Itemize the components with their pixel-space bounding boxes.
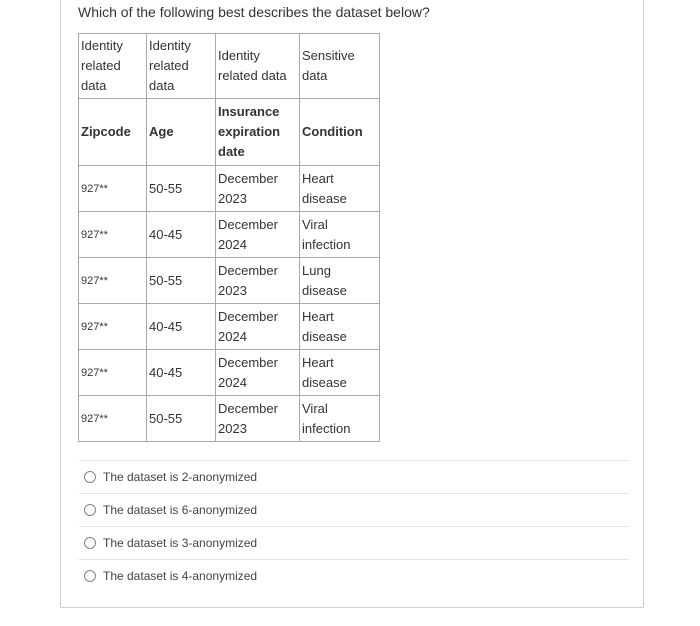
radio-button[interactable] [84, 537, 96, 549]
question-text: Which of the following best describes the dataset below? [78, 4, 430, 20]
table-cell: December 2024 [216, 212, 300, 258]
table-cell: Lung disease [300, 258, 380, 304]
answer-options [79, 460, 629, 592]
answer-option-4[interactable] [79, 559, 629, 592]
table-row [79, 304, 380, 350]
table-cell: 40-45 [147, 304, 216, 350]
table-cell: 50-55 [147, 166, 216, 212]
header-cell: Zipcode [79, 99, 147, 166]
answer-option-3[interactable] [79, 526, 629, 559]
table-cell: 927** [79, 258, 147, 304]
table-cell: December 2023 [216, 396, 300, 442]
table-cell: 40-45 [147, 212, 216, 258]
header-cell: Condition [300, 99, 380, 166]
category-cell: Identity related data [79, 34, 147, 99]
table-row [79, 350, 380, 396]
table-cell: December 2024 [216, 350, 300, 396]
dataset-table [78, 33, 380, 442]
table-cell: December 2023 [216, 258, 300, 304]
table-cell: Heart disease [300, 350, 380, 396]
table-cell: 927** [79, 350, 147, 396]
category-cell: Identity related data [147, 34, 216, 99]
header-cell: Age [147, 99, 216, 166]
header-row [79, 99, 380, 166]
option-label: The dataset is 6-anonymized [103, 503, 258, 517]
question-card [60, 0, 644, 608]
option-label: The dataset is 4-anonymized [103, 569, 258, 583]
answer-option-1[interactable] [79, 460, 629, 493]
category-cell: Sensitive data [300, 34, 380, 99]
table-cell: Heart disease [300, 304, 380, 350]
table-cell: 927** [79, 396, 147, 442]
category-row [79, 34, 380, 99]
table-row [79, 212, 380, 258]
table-cell: 927** [79, 304, 147, 350]
header-cell: Insurance expiration date [216, 99, 300, 166]
table-cell: 927** [79, 166, 147, 212]
radio-button[interactable] [84, 471, 96, 483]
table-cell: 927** [79, 212, 147, 258]
option-label: The dataset is 2-anonymized [103, 470, 258, 484]
table-cell: December 2024 [216, 304, 300, 350]
table-row [79, 396, 380, 442]
table-cell: 40-45 [147, 350, 216, 396]
radio-button[interactable] [84, 570, 96, 582]
option-label: The dataset is 3-anonymized [103, 536, 258, 550]
answer-option-2[interactable] [79, 493, 629, 526]
table-cell: 50-55 [147, 396, 216, 442]
radio-button[interactable] [84, 504, 96, 516]
category-cell: Identity related data [216, 34, 300, 99]
table-cell: Viral infection [300, 396, 380, 442]
table-row [79, 258, 380, 304]
table-row [79, 166, 380, 212]
table-cell: December 2023 [216, 166, 300, 212]
table-cell: Viral infection [300, 212, 380, 258]
table-cell: Heart disease [300, 166, 380, 212]
table-cell: 50-55 [147, 258, 216, 304]
